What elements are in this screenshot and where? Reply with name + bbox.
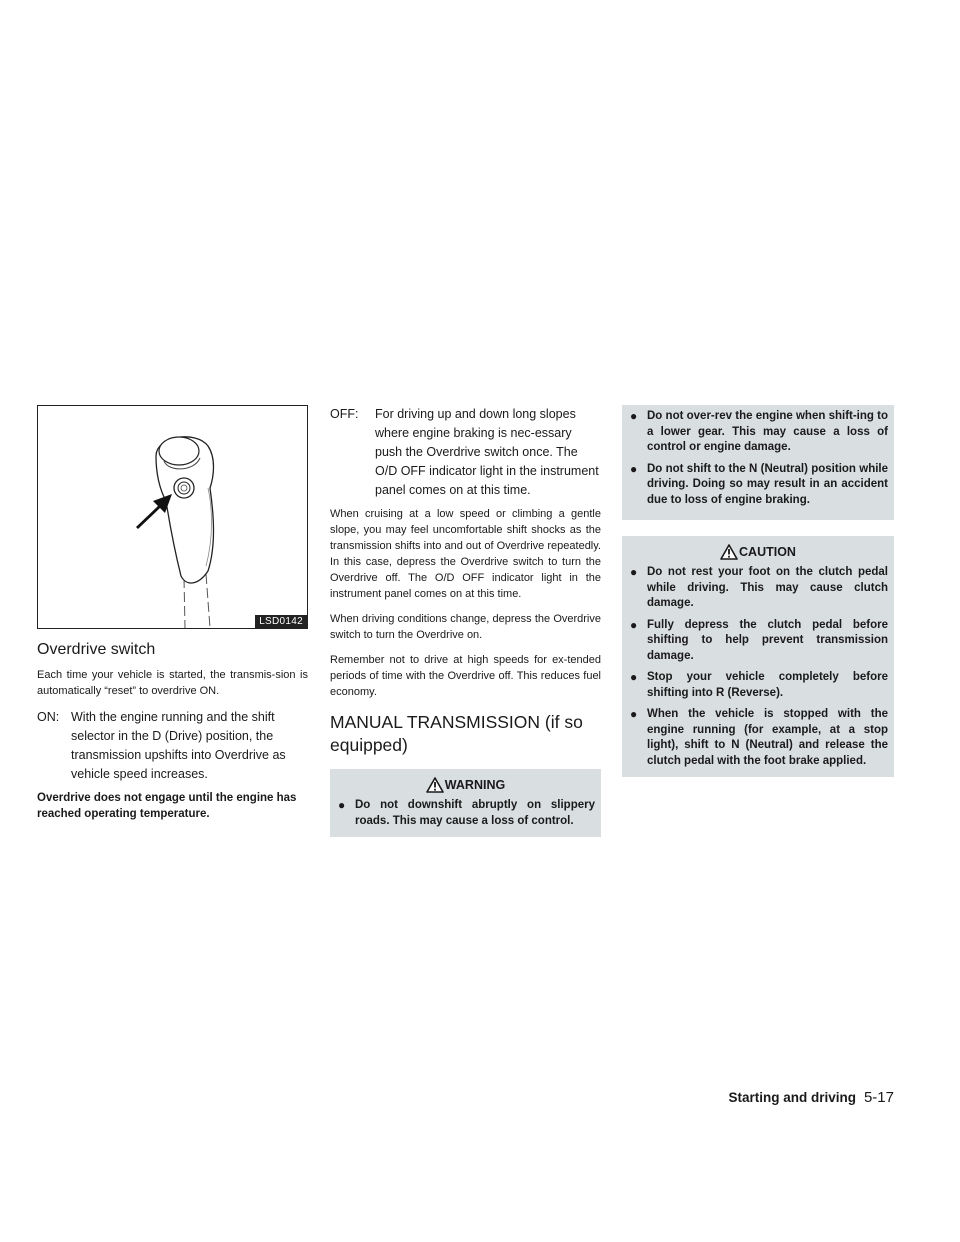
caution-item: ● Fully depress the clutch pedal before shifting to help prevent transmission damage. xyxy=(630,617,888,662)
off-definition xyxy=(330,405,601,500)
overdrive-paragraph-3: Remember not to drive at high speeds for ex-tended periods of time with the Overdrive off. This reduces fuel economy. xyxy=(330,654,601,698)
bullet-icon: ● xyxy=(630,670,638,684)
warning-item: ● Do not shift to the N (Neutral) position while driving. Doing so may result in an accident due to loss of engine braking. xyxy=(630,461,888,506)
caution-triangle-icon xyxy=(720,544,738,560)
column-3 xyxy=(622,405,894,777)
warning-box-continued xyxy=(622,405,894,520)
off-description: For driving up and down long slopes where engine braking is nec-essary push the Overdrive switch once. The O/D OFF indicator light in the instrument panel comes on at this time. xyxy=(375,407,599,497)
caution-label: CAUTION xyxy=(739,544,796,559)
overdrive-paragraph-2: When driving conditions change, depress the Overdrive switch to turn the Overdrive on. xyxy=(330,613,601,641)
bullet-icon: ● xyxy=(630,409,638,423)
warning-label: WARNING xyxy=(444,777,506,792)
page-footer xyxy=(728,1089,894,1106)
section-title: Starting and driving xyxy=(728,1090,856,1105)
on-term: ON: xyxy=(37,710,60,724)
off-term: OFF: xyxy=(330,407,359,421)
overdrive-note: Overdrive does not engage until the engine has reached operating temperature. xyxy=(37,792,297,820)
warning-box xyxy=(330,769,601,837)
caution-item: ● Stop your vehicle completely before shifting into R (Reverse). xyxy=(630,670,888,699)
warning-header xyxy=(336,775,595,794)
column-2 xyxy=(330,405,601,837)
figure-code: LSD0142 xyxy=(255,615,307,628)
warning-item: ● Do not over-rev the engine when shift-ing to a lower gear. This may cause a loss of control or engine damage. xyxy=(630,409,888,453)
on-description: With the engine running and the shift selector in the D (Drive) position, the transmission upshifts into Overdrive as vehicle speed increases. xyxy=(71,710,286,781)
shift-knob-figure xyxy=(37,405,308,629)
caution-item: ● Do not rest your foot on the clutch pedal while driving. This may cause clutch damage. xyxy=(630,565,888,609)
overdrive-paragraph-1: When cruising at a low speed or climbing a gentle slope, you may feel uncomfortable shift shocks as the transmission shifts into and out of Overdrive repeatedly. In this case, depress the Overdrive switch to turn the Overdrive off. The O/D OFF indicator light in the instrument panel comes on at this time. xyxy=(330,508,601,600)
caution-box xyxy=(622,536,894,777)
bullet-icon: ● xyxy=(630,707,638,721)
overdrive-switch-heading: Overdrive switch xyxy=(37,641,156,658)
caution-item: ● When the vehicle is stopped with the engine running (for example, at a stop light), shift to N (Neutral) and release the clutch pedal with the foot brake applied. xyxy=(630,707,888,767)
overdrive-intro: Each time your vehicle is started, the transmis-sion is automatically “reset” to overdrive ON. xyxy=(37,669,308,697)
bullet-icon: ● xyxy=(630,461,638,476)
warning-list xyxy=(336,798,595,829)
warning-item: ● Do not downshift abruptly on slippery roads. This may cause a loss of control. xyxy=(338,798,595,827)
bullet-icon: ● xyxy=(338,798,346,812)
warning-list-continued xyxy=(628,409,888,508)
on-definition xyxy=(37,708,308,784)
page-number: 5-17 xyxy=(863,1089,894,1106)
column-1 xyxy=(37,405,308,831)
manual-transmission-heading: MANUAL TRANSMISSION (if so equipped) xyxy=(330,712,583,755)
caution-list xyxy=(628,565,888,769)
warning-triangle-icon xyxy=(426,777,444,793)
bullet-icon: ● xyxy=(630,565,638,579)
shift-knob-illustration xyxy=(38,406,307,628)
caution-header xyxy=(628,542,888,561)
bullet-icon: ● xyxy=(630,617,638,632)
